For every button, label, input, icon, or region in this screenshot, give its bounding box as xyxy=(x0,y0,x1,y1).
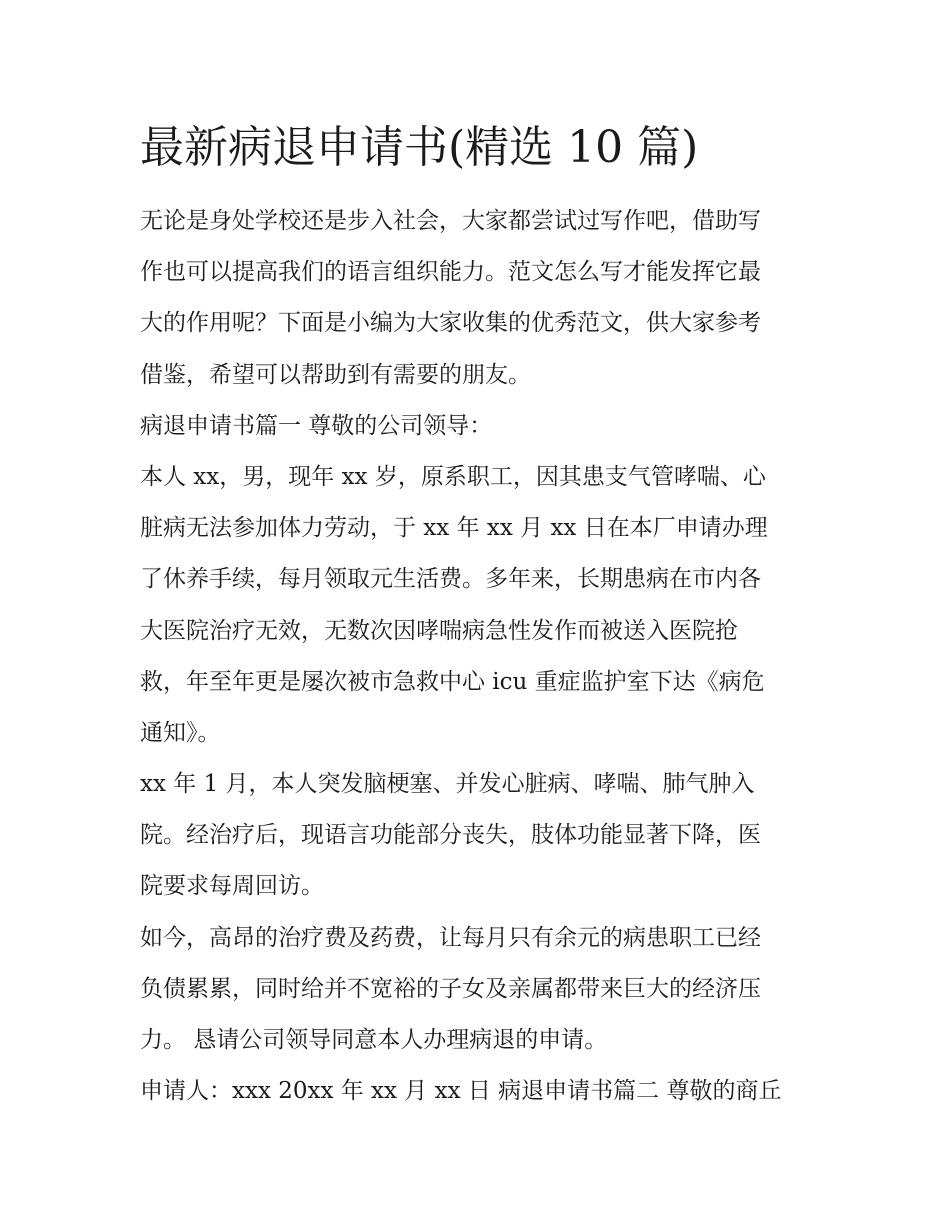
text-line: 申请人：xxx 20xx 年 xx 月 xx 日 病退申请书篇二 尊敬的商丘 xyxy=(140,1078,782,1105)
paragraph-medical-history xyxy=(140,759,820,913)
document-body xyxy=(140,196,820,1117)
text-line: 如今，高昂的治疗费及药费，让每月只有余元的病患职工已经 xyxy=(140,924,761,951)
text-line: 作也可以提高我们的语言组织能力。范文怎么写才能发挥它最 xyxy=(140,259,761,286)
text-line: 无论是身处学校还是步入社会，大家都尝试过写作吧，借助写 xyxy=(140,208,761,234)
text-line: 通知》。 xyxy=(140,719,221,746)
paragraph-request xyxy=(140,913,820,1067)
paragraph-intro xyxy=(140,196,820,401)
text-line: 救，年至年更是屡次被市急救中心 icu 重症监护室下达《病危 xyxy=(140,668,765,695)
text-line: 力。 恳请公司领导同意本人办理病退的申请。 xyxy=(140,1027,608,1053)
paragraph-signature xyxy=(140,1066,820,1117)
text-line: xx 年 1 月，本人突发脑梗塞、并发心脏病、哮喘、肺气肿入 xyxy=(140,771,755,798)
text-line: 了休养手续，每月领取元生活费。多年来，长期患病在市内各 xyxy=(140,566,761,593)
text-line: 大医院治疗无效，无数次因哮喘病急性发作而被送入医院抢 xyxy=(140,617,738,644)
text-line: 借鉴，希望可以帮助到有需要的朋友。 xyxy=(140,361,531,388)
text-line: 负债累累，同时给并不宽裕的子女及亲属都带来巨大的经济压 xyxy=(140,975,761,1002)
text-line: 院。经治疗后，现语言功能部分丧失，肢体功能显著下降，医 xyxy=(140,822,761,849)
text-line: 病退申请书篇一 尊敬的公司领导： xyxy=(140,412,493,439)
text-line: 院要求每周回访。 xyxy=(140,873,324,900)
text-line: 本人 xx，男，现年 xx 岁，原系职工，因其患支气管哮喘、心 xyxy=(140,463,766,490)
paragraph-statement xyxy=(140,452,820,759)
document-title: 最新病退申请书(精选 10 篇) xyxy=(140,122,699,173)
text-line: 大的作用呢？下面是小编为大家收集的优秀范文，供大家参考 xyxy=(140,310,761,337)
text-line: 脏病无法参加体力劳动，于 xx 年 xx 月 xx 日在本厂申请办理 xyxy=(140,515,768,542)
paragraph-salutation xyxy=(140,401,820,452)
